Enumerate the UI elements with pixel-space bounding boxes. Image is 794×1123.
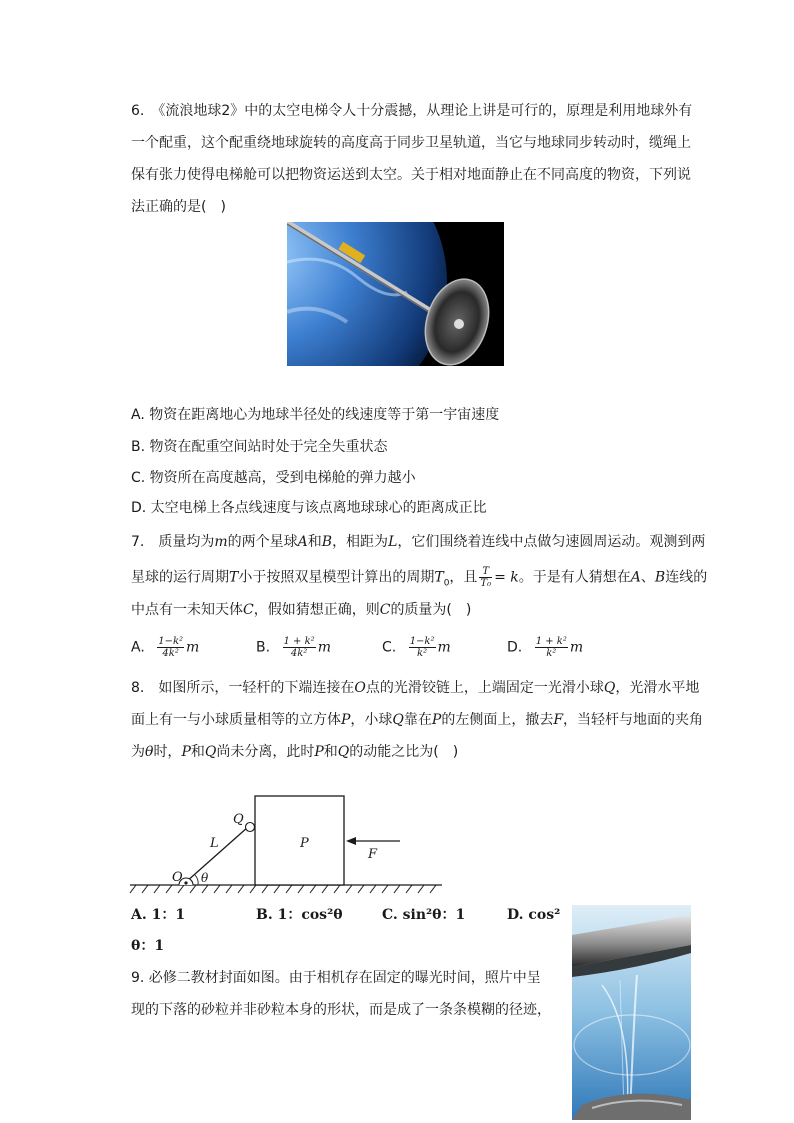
frac-den: 4k² bbox=[290, 648, 308, 659]
label-l: L bbox=[210, 836, 219, 851]
q6-stem-line4: 法正确的是( ) bbox=[131, 199, 226, 215]
q8-option-d: D. cos² bbox=[507, 907, 561, 923]
q8-stem-line3 bbox=[131, 742, 458, 762]
hinge-pin bbox=[184, 881, 187, 884]
angle-arc bbox=[195, 875, 198, 885]
frac-den: k² bbox=[546, 648, 557, 659]
q7-eq-k: = k bbox=[494, 569, 519, 586]
q8-text: 和 bbox=[323, 744, 338, 760]
q8-text: ，光滑水平地 bbox=[615, 680, 700, 696]
force-arrow-head bbox=[346, 837, 356, 845]
ball-q bbox=[246, 823, 255, 832]
q8-text: ，小球 bbox=[350, 712, 393, 728]
q7-var-a: A bbox=[630, 569, 641, 586]
q8-option-b: B. 1：cos²θ bbox=[256, 907, 343, 923]
q7-option-b-fraction bbox=[283, 636, 316, 659]
q7-var-a: A bbox=[297, 534, 308, 550]
q6-option-d: D. 太空电梯上各点线速度与该点离地球球心的距离成正比 bbox=[131, 500, 487, 516]
q7-var-m: m bbox=[317, 639, 331, 656]
q7-stem-line1 bbox=[131, 532, 705, 552]
q6-option-b: B. 物资在配重空间站时处于完全失重状态 bbox=[131, 439, 388, 455]
q7-text: 7. 质量均为 bbox=[131, 534, 215, 550]
q8-var-q: Q bbox=[204, 744, 217, 760]
label-theta: θ bbox=[201, 871, 209, 885]
label-o: O bbox=[172, 870, 183, 885]
frac-num: 1−k² bbox=[409, 636, 435, 647]
q8-diagram bbox=[128, 790, 444, 900]
q9-stem-line2: 现的下落的砂粒并非砂粒本身的形状，而是成了一条条模糊的径迹， bbox=[131, 1002, 551, 1018]
q6-stem-line2: 一个配重，这个配重绕地球旋转的高度高于同步卫星轨道，当它与地球同步转动时，缆绳上 bbox=[131, 135, 691, 151]
option-label: D. bbox=[507, 639, 523, 656]
q7-option-d bbox=[507, 636, 583, 659]
q8-text: 面上有一与小球质量相等的立方体 bbox=[131, 712, 341, 728]
q7-option-a bbox=[131, 636, 199, 659]
q8-text: 靠在 bbox=[403, 712, 432, 728]
q7-fraction-t-t0 bbox=[479, 566, 492, 589]
q8-var-p: P bbox=[431, 712, 442, 728]
q8-text: 为 bbox=[131, 744, 145, 760]
q7-text: ，它们围绕着连线中点做匀速圆周运动。观测到两 bbox=[397, 534, 706, 550]
q7-text: 、 bbox=[640, 569, 655, 586]
frac-den: k² bbox=[417, 648, 428, 659]
q7-option-c bbox=[382, 636, 451, 659]
option-label: B. bbox=[256, 639, 271, 656]
q8-var-q: Q bbox=[337, 744, 350, 760]
q7-stem-line2 bbox=[131, 566, 707, 593]
q7-text: 。于是有人猜想在 bbox=[518, 569, 631, 586]
q7-text: 的质量为( ) bbox=[390, 602, 472, 618]
q6-stem-line3: 保有张力使得电梯舱可以把物资运送到太空。关于相对地面静止在不同高度的物资，下列说 bbox=[131, 167, 691, 183]
q7-text: 的两个星球 bbox=[227, 534, 298, 550]
q7-var-t: T bbox=[229, 569, 239, 586]
q7-var-m: m bbox=[186, 639, 200, 656]
q7-stem-line3 bbox=[131, 600, 471, 620]
q8-text: ，当轻杆与地面的夹角 bbox=[563, 712, 704, 728]
q7-var-m: m bbox=[214, 534, 228, 550]
option-label: A. bbox=[131, 639, 145, 656]
q7-text: 连线的 bbox=[665, 569, 708, 586]
q8-text: 的动能之比为( ) bbox=[349, 744, 459, 760]
ground-hatching bbox=[130, 885, 436, 893]
q8-stem-line2 bbox=[131, 710, 703, 730]
q8-text: 的左侧面上，撤去 bbox=[441, 712, 554, 728]
option-label: C. bbox=[382, 639, 397, 656]
q7-text: ，假如猜想正确，则 bbox=[253, 602, 380, 618]
q6-option-c: C. 物资所在高度越高，受到电梯舱的弹力越小 bbox=[131, 470, 416, 486]
q7-option-c-fraction bbox=[409, 636, 436, 659]
q7-subscript: 0 bbox=[443, 578, 450, 589]
q7-text: ，相距为 bbox=[332, 534, 389, 550]
q8-text: 尚未分离，此时 bbox=[216, 744, 315, 760]
q7-option-b bbox=[256, 636, 331, 659]
q6-option-a: A. 物资在距离地心为地球半径处的线速度等于第一宇宙速度 bbox=[131, 407, 500, 423]
q7-var-t0: T bbox=[434, 569, 444, 586]
q7-var-c: C bbox=[379, 602, 391, 618]
frac-den: 4k² bbox=[162, 648, 179, 659]
label-p: P bbox=[300, 836, 309, 851]
q7-text: 和 bbox=[307, 534, 322, 550]
q7-text: 星球的运行周期 bbox=[131, 569, 229, 586]
q8-option-d-continued: θ：1 bbox=[131, 938, 165, 954]
q9-stem-line1: 9. 必修二教材封面如图。由于相机存在固定的曝光时间，照片中呈 bbox=[131, 970, 541, 986]
q8-text: 点的光滑铰链上，上端固定一光滑小球 bbox=[365, 680, 604, 696]
q8-text: 时， bbox=[153, 744, 182, 760]
q8-stem-line1 bbox=[131, 678, 699, 698]
q7-var-b: B bbox=[654, 569, 666, 586]
q8-var-q: Q bbox=[392, 712, 404, 728]
frac-num: 1 + k² bbox=[535, 636, 567, 647]
q7-option-a-fraction bbox=[157, 636, 184, 659]
q8-option-a: A. 1：1 bbox=[131, 907, 186, 923]
q7-text: 中点有一未知天体 bbox=[131, 602, 243, 618]
q7-frac-den: T₀ bbox=[480, 578, 492, 589]
q8-var-f: F bbox=[553, 712, 564, 728]
q7-var-b: B bbox=[321, 534, 333, 550]
q8-var-p: P bbox=[341, 712, 351, 728]
q6-stem-line1: 6. 《流浪地球2》中的太空电梯令人十分震撼，从理论上讲是可行的，原理是利用地球外有 bbox=[131, 103, 693, 119]
q8-var-o: O bbox=[354, 680, 366, 696]
q8-text: 8. 如图所示，一轻杆的下端连接在 bbox=[131, 680, 355, 696]
frac-num: 1 + k² bbox=[283, 636, 315, 647]
q7-var-l: L bbox=[388, 534, 398, 550]
q8-text: 和 bbox=[190, 744, 205, 760]
label-q: Q bbox=[233, 812, 244, 827]
hourglass-image bbox=[572, 905, 691, 1120]
q8-var-p: P bbox=[181, 744, 191, 760]
q7-var-c: C bbox=[243, 602, 254, 618]
q8-var-p: P bbox=[314, 744, 324, 760]
q8-option-c: C. sin²θ：1 bbox=[382, 907, 466, 923]
frac-num: 1−k² bbox=[158, 636, 184, 647]
q7-text: 小于按照双星模型计算出的周期 bbox=[238, 569, 435, 586]
q7-text: ，且 bbox=[449, 569, 478, 586]
hourglass-illustration bbox=[572, 905, 691, 1120]
q7-frac-num: T bbox=[479, 566, 492, 578]
q7-var-m: m bbox=[569, 639, 584, 656]
q7-var-m: m bbox=[437, 639, 451, 656]
q8-var-q: Q bbox=[603, 680, 616, 696]
label-f: F bbox=[368, 847, 378, 862]
space-elevator-image bbox=[287, 222, 504, 366]
space-elevator-illustration bbox=[287, 222, 504, 366]
q7-option-d-fraction bbox=[535, 636, 568, 659]
q8-var-theta: θ bbox=[145, 744, 154, 760]
